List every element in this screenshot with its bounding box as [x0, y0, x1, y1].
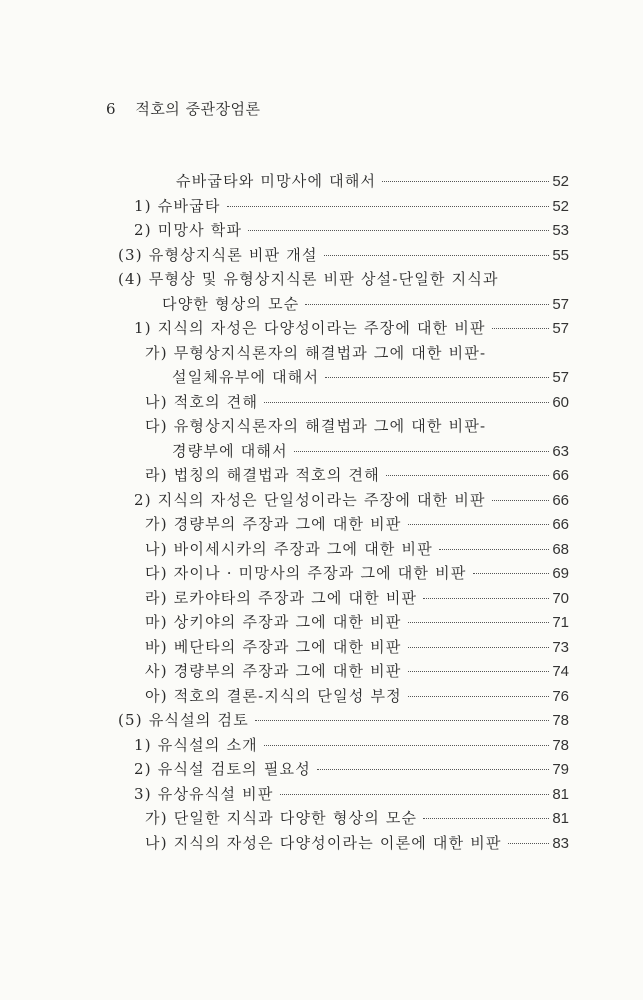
toc-entry[interactable]: [145, 805, 569, 831]
toc-entry-page: 76: [552, 687, 569, 705]
dot-leader: [382, 181, 549, 182]
toc-entry-title: 라) 법칭의 해결법과 적호의 견해: [145, 466, 380, 484]
toc-entry[interactable]: [145, 511, 569, 537]
toc-entry-title: 다양한 형상의 모순: [162, 294, 300, 313]
toc-entry-page: 66: [552, 467, 569, 484]
dot-leader: [248, 230, 549, 231]
toc-entry-page: 57: [552, 369, 569, 386]
dot-leader: [508, 843, 550, 844]
dot-leader: [255, 720, 549, 721]
toc-entry-page: 52: [552, 197, 569, 215]
dot-leader: [423, 818, 549, 819]
toc-entry-page: 70: [552, 589, 569, 607]
toc-entry-page: 78: [552, 736, 569, 754]
toc-entry[interactable]: [134, 732, 569, 758]
toc-entry[interactable]: [134, 193, 569, 219]
toc-entry-title: 가) 단일한 지식과 다양한 형상의 모순: [145, 809, 418, 827]
toc-entry[interactable]: [118, 707, 569, 733]
dot-leader: [439, 549, 549, 550]
dot-leader: [408, 647, 550, 648]
toc-entry[interactable]: [145, 683, 569, 709]
toc-entry-title: 설일체유부에 대해서: [172, 368, 320, 386]
toc-entry-heading: 다) 유형상지식론자의 해결법과 그에 대한 비판-: [145, 417, 487, 435]
toc-entry[interactable]: [176, 168, 569, 194]
toc-entry-page: 60: [552, 393, 569, 411]
toc-entry-title: 가) 경량부의 주장과 그에 대한 비판: [145, 515, 402, 533]
toc-entry-page: 53: [552, 222, 569, 239]
toc-entry-title: 나) 바이세시카의 주장과 그에 대한 비판: [145, 539, 433, 558]
toc-entry[interactable]: [145, 658, 569, 684]
dot-leader: [408, 671, 550, 672]
dot-leader: [492, 328, 550, 329]
running-head: [106, 98, 261, 119]
book-title: 적호의 중관장엄론: [135, 100, 261, 118]
dot-leader: [324, 255, 550, 256]
dot-leader: [264, 402, 549, 403]
toc-entry-title: 사) 경량부의 주장과 그에 대한 비판: [145, 662, 402, 680]
toc-entry-title: 나) 적호의 견해: [145, 392, 259, 411]
dot-leader: [386, 475, 549, 476]
dot-leader: [408, 696, 549, 697]
toc-entry-title: 라) 로카야타의 주장과 그에 대한 비판: [145, 588, 418, 607]
dot-leader: [305, 304, 549, 305]
toc-entry-page: 68: [552, 540, 569, 558]
toc-entry-page: 63: [552, 442, 569, 460]
toc-entry-title: 아) 적호의 결론-지식의 단일성 부정: [145, 686, 402, 705]
toc-entry-heading: 가) 무형상지식론자의 해결법과 그에 대한 비판-: [145, 343, 487, 362]
toc-entry[interactable]: [134, 217, 569, 243]
toc-entry[interactable]: [162, 291, 569, 317]
dot-leader: [473, 573, 550, 574]
toc-entry[interactable]: [145, 462, 569, 488]
toc-entry-title: 1) 유식설의 소개: [134, 735, 258, 754]
toc-entry[interactable]: [145, 609, 569, 635]
toc-entry-page: 52: [552, 173, 569, 190]
toc-entry-title: 1) 슈바굽타: [134, 196, 221, 215]
toc-entry[interactable]: [172, 364, 569, 390]
toc-entry[interactable]: [134, 781, 569, 807]
dot-leader: [423, 598, 549, 599]
dot-leader: [317, 769, 549, 770]
dot-leader: [408, 524, 550, 525]
toc-entry[interactable]: [118, 242, 569, 268]
toc-entry[interactable]: [145, 585, 569, 611]
dot-leader: [264, 745, 549, 746]
toc-entry-page: 69: [552, 565, 569, 582]
toc-entry-page: 73: [552, 638, 569, 656]
toc-entry-title: 2) 유식설 검토의 필요성: [134, 760, 311, 778]
toc-entry[interactable]: [134, 315, 569, 341]
toc-entry[interactable]: [145, 536, 569, 562]
toc-entry[interactable]: [145, 830, 569, 856]
toc-entry-title: 경량부에 대해서: [172, 441, 288, 460]
toc-entry[interactable]: [172, 438, 569, 464]
toc-entry-title: 다) 자이나 · 미망사의 주장과 그에 대한 비판: [145, 564, 467, 582]
toc-entry-page: 57: [552, 295, 569, 313]
toc-entry[interactable]: [145, 560, 569, 586]
toc-entry-page: 66: [552, 516, 569, 533]
dot-leader: [227, 206, 550, 207]
dot-leader: [492, 500, 550, 501]
toc-entry-page: 57: [552, 320, 569, 337]
toc-entry-title: 마) 상키야의 주장과 그에 대한 비판: [145, 613, 402, 631]
toc-entry[interactable]: [145, 634, 569, 660]
dot-leader: [280, 794, 550, 795]
toc-entry-page: 71: [552, 614, 569, 631]
toc-entry-page: 74: [552, 663, 569, 680]
toc-entry-page: 79: [552, 761, 569, 778]
toc-entry[interactable]: [134, 487, 569, 513]
toc-entry-title: 슈바굽타와 미망사에 대해서: [176, 172, 377, 190]
toc-entry-page: 81: [552, 810, 569, 827]
toc-entry-title: 3) 유상유식설 비판: [134, 784, 274, 803]
toc-entry[interactable]: [134, 756, 569, 782]
toc-entry-page: 81: [552, 785, 569, 803]
toc-entry-page: 55: [552, 246, 569, 264]
dot-leader: [408, 622, 550, 623]
toc-entry-title: 1) 지식의 자성은 다양성이라는 주장에 대한 비판: [134, 319, 486, 337]
toc-entry-title: 바) 베단타의 주장과 그에 대한 비판: [145, 637, 402, 656]
page-number: 6: [106, 100, 117, 118]
toc-entry-page: 66: [552, 491, 569, 509]
dot-leader: [294, 451, 550, 452]
toc-entry-title: 나) 지식의 자성은 다양성이라는 이론에 대한 비판: [145, 833, 502, 852]
toc-entry-title: 2) 지식의 자성은 단일성이라는 주장에 대한 비판: [134, 490, 486, 509]
toc-entry-heading: (4) 무형상 및 유형상지식론 비판 상설-단일한 지식과: [118, 270, 499, 288]
toc-entry-page: 78: [552, 712, 569, 729]
dot-leader: [325, 377, 549, 378]
toc-entry[interactable]: [145, 389, 569, 415]
toc-entry-page: 83: [552, 834, 569, 852]
toc-entry-title: 2) 미망사 학파: [134, 221, 243, 239]
toc-entry-title: (3) 유형상지식론 비판 개설: [118, 245, 318, 264]
toc-entry-title: (5) 유식설의 검토: [118, 711, 249, 729]
